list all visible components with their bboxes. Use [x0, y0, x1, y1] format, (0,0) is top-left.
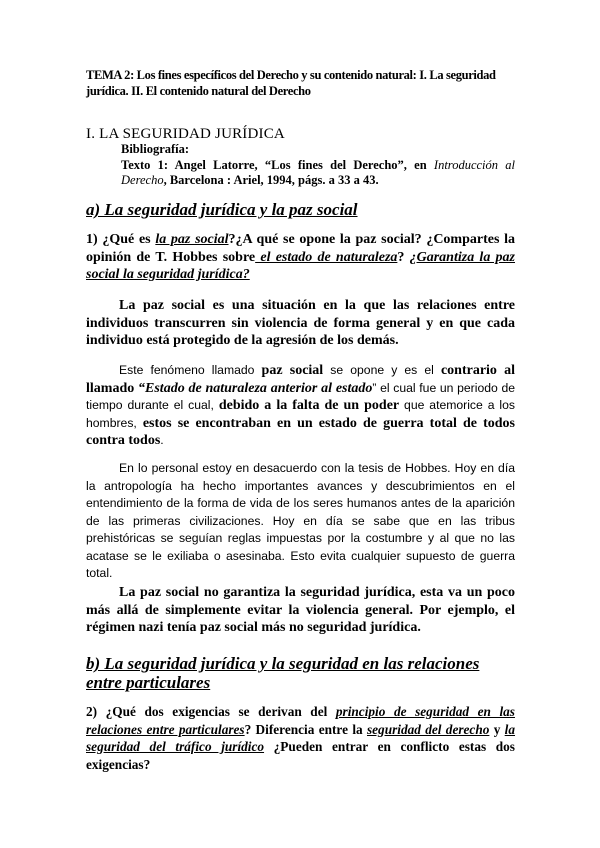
question-2-part-1: 2) ¿Qué dos exigencias se derivan del [86, 704, 336, 719]
question-2-term-3: la seguridad del tráfico jurídico [86, 721, 516, 754]
question-1-term-1: la paz social [155, 232, 229, 247]
subsection-heading-a: a) La seguridad jurídica y la paz social [86, 200, 358, 219]
subsection-heading-b: b) La seguridad jurídica y la seguridad en las relaciones entre particulares [86, 654, 480, 692]
answer-4-text: La paz social no garantiza la seguridad jurídica, esta va un poco más allá de simplemente evitar la violencia general. Por ejemplo, el régimen nazi tenía paz social más no seguridad jurídica. [86, 585, 515, 635]
answer-2-b2: contrario al llamado [86, 363, 516, 396]
question-2-term-1: principio de seguridad en las relaciones entre particulares [86, 704, 515, 737]
bibliography-label: Bibliografía: [121, 142, 190, 156]
question-2-term-2: seguridad del derecho [366, 721, 490, 737]
answer-2-s1: Este fenómeno llamado [119, 363, 262, 377]
topic-title [86, 68, 515, 99]
answer-2-b4: estos se encontraban en un estado de guerra total de todos contra todos [86, 415, 515, 448]
answer-paragraph-3 [86, 460, 515, 583]
reference-post: , Barcelona : Ariel, 1994, págs. a 33 a 43. [163, 173, 379, 187]
answer-2-s5: . [160, 433, 164, 447]
question-1-part-3: ? [397, 249, 410, 265]
answer-2-bi1: “Estado de naturaleza anterior al estado [138, 380, 373, 396]
reference-book-title: Introducción al Derecho [121, 157, 515, 187]
question-1-term-2: el estado de naturaleza [255, 249, 398, 265]
question-1-term-3: ¿Garantiza la paz social la seguridad jurídica? [86, 249, 515, 282]
question-2 [86, 703, 515, 773]
section-title: I. LA SEGURIDAD JURÍDICA [86, 126, 285, 142]
answer-3-text: En lo personal estoy en desacuerdo con la tesis de Hobbes. Hoy en día la antropología ha hecho importantes avances y descubrimientos en el entendimiento de la forma de vida de los seres humanos antes de la aparición de las primeras civilizaciones. Hoy en día se sabe que en las tribus prehistóricas se seguían reglas impuestas por la costumbre y al que no las acatase se le exiliaba o asesinaba. Esto evita cualquier supuesto de guerra total. [86, 461, 515, 580]
question-1-part-1: 1) ¿Qué es [86, 232, 156, 247]
answer-2-b3: debido a la falta de un poder [218, 398, 400, 413]
answer-2-b1: paz social [261, 363, 324, 378]
answer-paragraph-2 [86, 362, 515, 450]
bibliography [121, 142, 515, 189]
question-2-part-2: ? Diferencia entre la [244, 721, 367, 737]
answer-paragraph-4 [86, 584, 515, 637]
bibliography-reference [121, 158, 515, 189]
question-1 [86, 231, 515, 284]
answer-2-s4: que atemorice a los hombres, [86, 398, 515, 430]
topic-text: Los fines específicos del Derecho y su contenido natural: I. La seguridad jurídica. II. El contenido natural del Derecho [86, 68, 496, 98]
answer-2-s3: ” el cual fue un periodo de tiempo durante el cual, [86, 380, 516, 412]
question-2-part-4: ¿Pueden entrar en conflicto estas dos exigencias? [86, 739, 515, 772]
answer-1-text: La paz social es una situación en la que las relaciones entre individuos transcurren sin violencia de forma general y en que cada individuo está protegido de la agresión de los demás. [86, 298, 515, 348]
question-2-part-3: y [489, 721, 505, 737]
topic-label: TEMA 2: [86, 68, 134, 82]
question-1-part-2: ?¿A qué se opone la paz social? ¿Compartes la opinión de T. Hobbes sobre [86, 232, 516, 265]
answer-2-s2: se opone y es el [323, 363, 441, 377]
reference-pre: Texto 1: Angel Latorre, “Los fines del Derecho”, en [121, 157, 434, 172]
answer-paragraph-1 [86, 297, 515, 350]
